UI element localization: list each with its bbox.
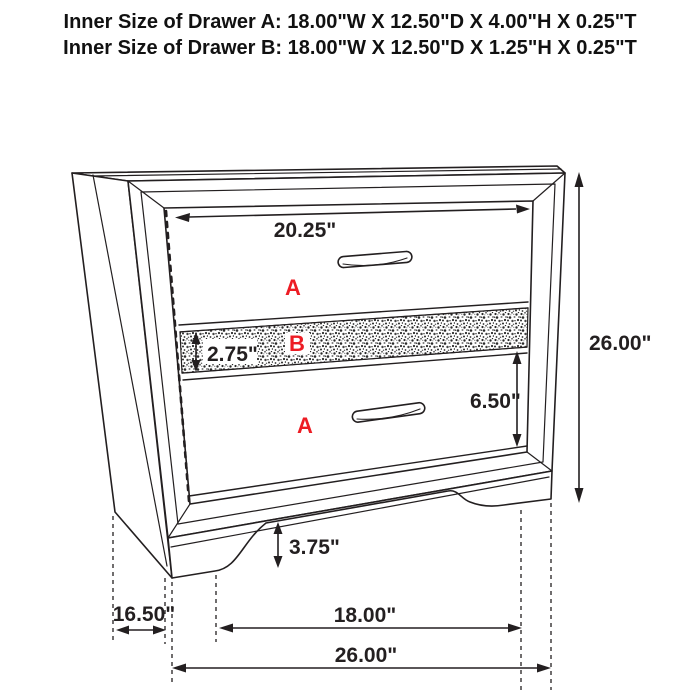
- header-line-drawer-a: Inner Size of Drawer A: 18.00"W X 12.50"D X 4.00"H X 0.25"T: [63, 11, 637, 33]
- dim-overall-height-line: [575, 172, 584, 503]
- drawer-a-bottom-label: A: [297, 413, 313, 438]
- dim-label-drawer-a-bottom-height: 6.50": [470, 390, 521, 413]
- dim-label-side-depth: 16.50": [112, 603, 176, 626]
- dim-label-inner-width: 18.00": [333, 604, 397, 627]
- dim-label-overall-width: 26.00": [334, 644, 398, 667]
- dim-label-overall-height: 26.00": [589, 332, 652, 355]
- drawer-b-label: B: [289, 331, 305, 356]
- dim-label-foot-height: 3.75": [289, 536, 340, 559]
- dim-label-opening-width: 20.25": [273, 219, 337, 242]
- dim-side-depth-line: [116, 626, 166, 635]
- dim-foot-height-line: [274, 522, 283, 568]
- header-line-drawer-b: Inner Size of Drawer B: 18.00"W X 12.50"D X 1.25"H X 0.25"T: [63, 37, 637, 59]
- dim-label-drawer-b-height: 2.75": [207, 343, 258, 366]
- drawer-a-top-label: A: [285, 275, 301, 300]
